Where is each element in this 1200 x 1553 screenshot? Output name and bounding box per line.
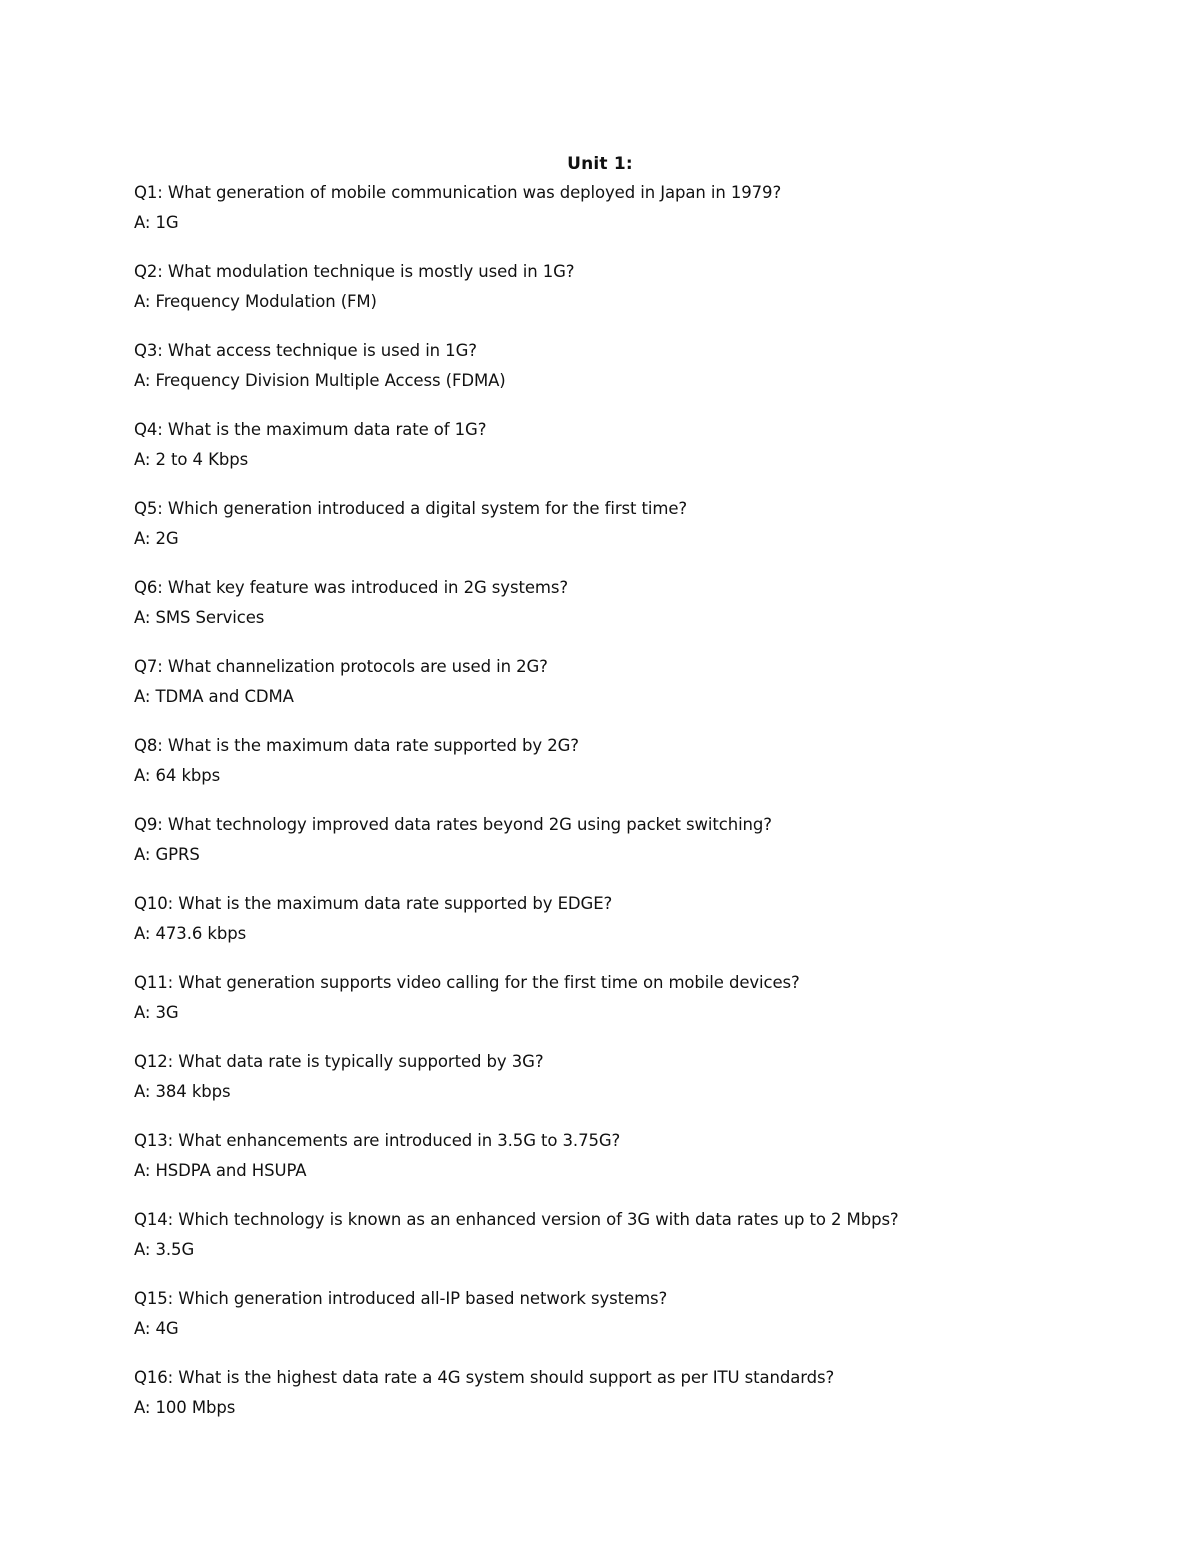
question: Q2: What modulation technique is mostly used in 1G?	[134, 262, 575, 281]
answer: A: 100 Mbps	[134, 1398, 236, 1417]
answer: A: 64 kbps	[134, 766, 221, 785]
qa-item-9	[134, 814, 1134, 893]
question: Q4: What is the maximum data rate of 1G?	[134, 420, 487, 439]
question: Q12: What data rate is typically supported by 3G?	[134, 1052, 544, 1071]
answer: A: HSDPA and HSUPA	[134, 1161, 307, 1180]
question: Q10: What is the maximum data rate supported by EDGE?	[134, 894, 613, 913]
answer: A: 3.5G	[134, 1240, 195, 1259]
answer: A: 4G	[134, 1319, 179, 1338]
question: Q6: What key feature was introduced in 2G systems?	[134, 578, 568, 597]
question: Q5: Which generation introduced a digital system for the first time?	[134, 499, 688, 518]
question: Q1: What generation of mobile communication was deployed in Japan in 1979?	[134, 183, 782, 202]
answer: A: 1G	[134, 213, 179, 232]
answer: A: SMS Services	[134, 608, 265, 627]
answer: A: 2 to 4 Kbps	[134, 450, 249, 469]
qa-item-2	[134, 261, 1134, 340]
question: Q14: Which technology is known as an enhanced version of 3G with data rates up to 2 Mbps?	[134, 1210, 899, 1229]
page-title: Unit 1:	[567, 154, 633, 174]
qa-item-12	[134, 1051, 1134, 1130]
question: Q3: What access technique is used in 1G?	[134, 341, 477, 360]
answer: A: 384 kbps	[134, 1082, 231, 1101]
question: Q13: What enhancements are introduced in 3.5G to 3.75G?	[134, 1131, 621, 1150]
answer: A: GPRS	[134, 845, 200, 864]
qa-item-11	[134, 972, 1134, 1051]
qa-item-1	[134, 182, 1134, 261]
qa-item-14	[134, 1209, 1134, 1288]
qa-item-15	[134, 1288, 1134, 1367]
qa-item-13	[134, 1130, 1134, 1209]
question: Q9: What technology improved data rates beyond 2G using packet switching?	[134, 815, 772, 834]
answer: A: 3G	[134, 1003, 179, 1022]
answer: A: 473.6 kbps	[134, 924, 247, 943]
question: Q11: What generation supports video calling for the first time on mobile devices?	[134, 973, 800, 992]
answer: A: Frequency Modulation (FM)	[134, 292, 377, 311]
qa-item-10	[134, 893, 1134, 972]
qa-item-7	[134, 656, 1134, 735]
qa-item-4	[134, 419, 1134, 498]
answer: A: 2G	[134, 529, 179, 548]
question: Q8: What is the maximum data rate supported by 2G?	[134, 736, 579, 755]
question: Q16: What is the highest data rate a 4G system should support as per ITU standards?	[134, 1368, 835, 1387]
answer: A: Frequency Division Multiple Access (FDMA)	[134, 371, 506, 390]
answer: A: TDMA and CDMA	[134, 687, 294, 706]
qa-item-3	[134, 340, 1134, 419]
qa-list	[134, 182, 1134, 1446]
qa-item-5	[134, 498, 1134, 577]
question: Q7: What channelization protocols are used in 2G?	[134, 657, 548, 676]
qa-item-8	[134, 735, 1134, 814]
qa-item-6	[134, 577, 1134, 656]
question: Q15: Which generation introduced all-IP based network systems?	[134, 1289, 668, 1308]
qa-item-16	[134, 1367, 1134, 1446]
